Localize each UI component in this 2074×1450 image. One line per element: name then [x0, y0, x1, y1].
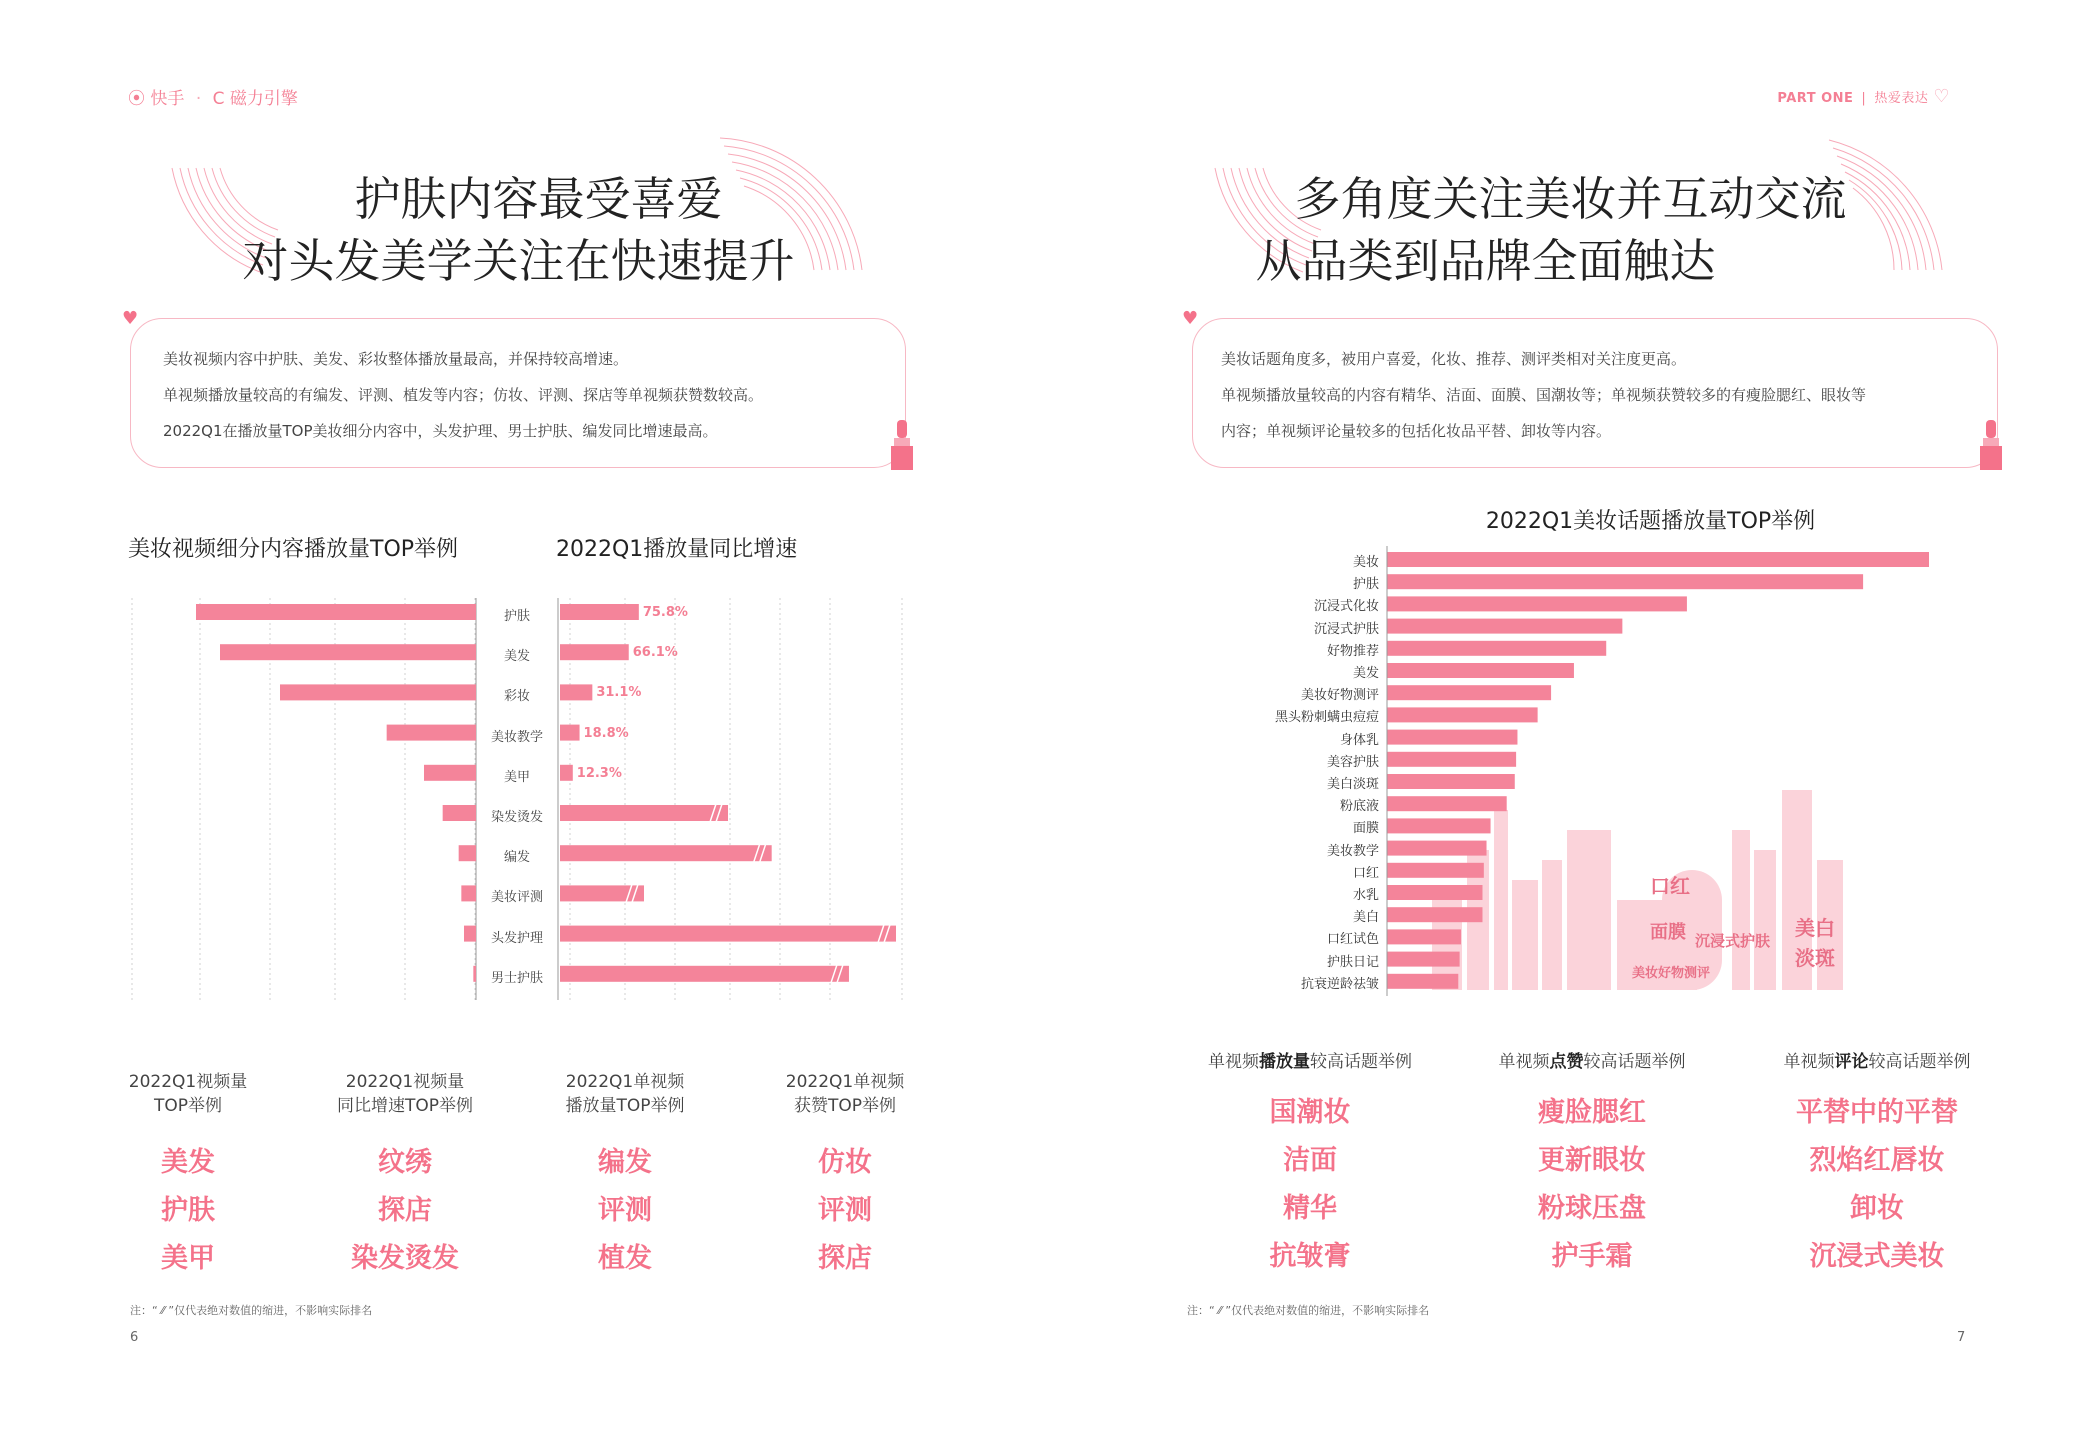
- column-header-pre: 单视频: [1208, 1052, 1259, 1072]
- topic-label: 护肤: [1352, 577, 1379, 593]
- topic-label: 口红: [1352, 865, 1379, 881]
- summary-line-2: 单视频播放量较高的有编发、评测、植发等内容；仿妆、评测、探店等单视频获赞数较高。: [163, 386, 764, 404]
- page-title: [0, 168, 1037, 292]
- keyword-item: 沉浸式美妆: [1809, 1241, 1945, 1272]
- category-label: 美妆教学: [490, 729, 543, 745]
- chart-right-title: 2022Q1播放量同比增速: [556, 537, 798, 562]
- column-header-line-1: 2022Q1单视频: [785, 1072, 905, 1092]
- footnote: 注：“ ⁄⁄ ”仅代表绝对数值的缩进，不影响实际排名: [1187, 1304, 1430, 1317]
- category-label: 护肤: [503, 609, 530, 624]
- column-header-line-1: 2022Q1视频量: [128, 1072, 248, 1092]
- bar-left-6: [459, 845, 476, 861]
- keyword-item: 编发: [598, 1147, 652, 1178]
- topic-label: 黑头粉刺螨虫痘痘: [1274, 710, 1379, 726]
- summary-box: [130, 318, 906, 468]
- bar-left-4: [424, 765, 476, 781]
- topic-label: 美容护肤: [1326, 754, 1379, 770]
- part-category: 热爱表达: [1874, 91, 1929, 106]
- summary-line-1: 美妆话题角度多，被用户喜爱，化妆、推荐、测评类相对关注度更高。: [1221, 350, 1687, 368]
- category-label: 美妆评测: [490, 890, 543, 906]
- keyword-item: 美甲: [161, 1243, 215, 1274]
- wordcloud-word: 面膜: [1650, 922, 1686, 943]
- topic-label: 粉底液: [1339, 799, 1379, 815]
- title-line-1: 护肤内容最受喜爱: [354, 172, 723, 226]
- brand-kuaishou: 快手: [150, 89, 185, 109]
- keyword-item: 探店: [378, 1195, 432, 1226]
- topic-bar-5: [1387, 663, 1574, 678]
- column-header-metric: 播放量: [1259, 1052, 1310, 1072]
- keyword-item: 国潮妆: [1269, 1097, 1351, 1128]
- wordcloud-word: 口红: [1650, 874, 1690, 898]
- topic-bar-0: [1387, 552, 1929, 567]
- wordcloud-word: 美白: [1795, 916, 1835, 940]
- column-header-line-1: 2022Q1单视频: [565, 1072, 685, 1092]
- keyword-item: 精华: [1283, 1193, 1337, 1224]
- topic-label: 口红试色: [1326, 932, 1379, 948]
- keyword-item: 抗皱膏: [1269, 1241, 1351, 1272]
- bar-left-7: [461, 885, 476, 901]
- growth-rate-label: 18.8%: [583, 725, 629, 741]
- category-label: 染发烫发: [490, 810, 543, 825]
- topic-bar-12: [1387, 818, 1491, 833]
- column-header-line-2: 获赞TOP举例: [793, 1096, 897, 1116]
- ciliyinqing-logo-icon: C: [212, 89, 225, 109]
- keyword-item: 更新眼妆: [1538, 1145, 1646, 1176]
- bar-right-1: [560, 644, 629, 660]
- footnote: 注：“ ⁄⁄ ”仅代表绝对数值的缩进，不影响实际排名: [130, 1304, 373, 1317]
- column-header: [1472, 1050, 1712, 1074]
- column-header-pre: 单视频: [1783, 1052, 1835, 1072]
- title-line-2: 对头发美学关注在快速提升: [242, 234, 795, 288]
- topic-bar-3: [1387, 619, 1622, 634]
- topic-bar-16: [1387, 907, 1482, 922]
- column-header-pre: 单视频: [1498, 1052, 1550, 1072]
- column-header-line-1: 2022Q1视频量: [345, 1072, 465, 1092]
- column-header-post: 较高话题举例: [1310, 1052, 1412, 1072]
- topic-bar-10: [1387, 774, 1515, 789]
- column-header: [1757, 1050, 1997, 1074]
- topic-bar-19: [1387, 974, 1458, 989]
- category-label: 编发: [503, 850, 530, 866]
- keyword-item: 纹绣: [378, 1147, 432, 1178]
- topic-label: 身体乳: [1339, 732, 1379, 748]
- growth-rate-label: 31.1%: [596, 685, 642, 701]
- lipstick-icon: [888, 420, 916, 472]
- topic-bar-13: [1387, 841, 1487, 856]
- column-header-post: 较高话题举例: [1868, 1052, 1971, 1072]
- summary-line-1: 美妆视频内容中护肤、美发、彩妆整体播放量最高，并保持较高增速。: [163, 350, 629, 368]
- column-header: [1190, 1050, 1430, 1074]
- right-page: [1037, 0, 2074, 1450]
- column-header-metric: 点赞: [1549, 1052, 1584, 1072]
- keyword-item: 探店: [818, 1243, 872, 1274]
- bar-right-0: [560, 604, 639, 620]
- keyword-item: 粉球压盘: [1538, 1193, 1646, 1224]
- bar-left-2: [280, 684, 476, 700]
- topic-bar-8: [1387, 730, 1517, 745]
- bar-right-8: [560, 926, 896, 942]
- logo-separator: ·: [195, 89, 202, 109]
- topic-label: 美妆教学: [1326, 843, 1379, 859]
- column-header-post: 较高话题举例: [1583, 1052, 1686, 1072]
- bar-right-2: [560, 684, 592, 700]
- title-line-1: 多角度关注美妆并互动交流: [1294, 172, 1847, 226]
- heart-icon: ♥: [1182, 308, 1199, 329]
- topic-bar-9: [1387, 752, 1516, 767]
- bar-left-5: [443, 805, 476, 821]
- bar-right-4: [560, 765, 573, 781]
- column-header-line-2: 播放量TOP举例: [565, 1096, 685, 1116]
- keyword-item: 烈焰红唇妆: [1809, 1145, 1945, 1176]
- column-header-line-2: 同比增速TOP举例: [336, 1096, 474, 1116]
- topic-label: 美发: [1352, 666, 1379, 681]
- topic-label: 美白: [1352, 910, 1379, 926]
- topic-bar-17: [1387, 929, 1461, 944]
- summary-line-3: 内容；单视频评论量较多的包括化妆品平替、卸妆等内容。: [1221, 422, 1612, 440]
- topic-label: 美白淡斑: [1326, 777, 1379, 792]
- category-label: 美发: [503, 649, 530, 665]
- category-label: 头发护理: [490, 930, 543, 946]
- page-number: 6: [130, 1330, 139, 1345]
- summary-line-2: 单视频播放量较高的内容有精华、洁面、面膜、国潮妆等；单视频获赞较多的有瘦脸腮红、眼妆等: [1221, 386, 1867, 404]
- keyword-item: 评测: [598, 1195, 652, 1226]
- growth-rate-label: 75.8%: [642, 605, 688, 620]
- bar-left-0: [196, 604, 476, 620]
- keyword-item: 美发: [161, 1147, 215, 1178]
- keyword-item: 仿妆: [818, 1147, 872, 1178]
- topic-bar-2: [1387, 596, 1687, 611]
- keyword-item: 护肤: [161, 1195, 215, 1226]
- topic-label: 护肤日记: [1326, 954, 1379, 970]
- bar-right-3: [560, 725, 580, 741]
- topic-bar-6: [1387, 685, 1551, 700]
- keyword-item: 护手霜: [1551, 1241, 1633, 1272]
- topic-bar-18: [1387, 952, 1460, 967]
- topic-label: 沉浸式化妆: [1313, 599, 1379, 615]
- heart-icon: ♥: [122, 308, 139, 329]
- page-title: [1037, 168, 2074, 292]
- heart-outline-icon: ♡: [1933, 86, 1950, 107]
- topic-label: 抗衰逆龄祛皱: [1300, 976, 1379, 992]
- category-label: 男士护肤: [490, 970, 543, 986]
- keyword-item: 染发烫发: [351, 1243, 459, 1274]
- topic-bar-15: [1387, 885, 1482, 900]
- section-tag: PART ONE | 热爱表达 ♡: [1777, 86, 1950, 107]
- chart-left-title: 美妆视频细分内容播放量TOP举例: [128, 537, 459, 562]
- growth-rate-label: 66.1%: [632, 645, 678, 661]
- bar-right-9: [560, 966, 849, 982]
- keyword-item: 洁面: [1283, 1145, 1337, 1176]
- bar-right-5: [560, 805, 728, 821]
- topic-label: 面膜: [1352, 821, 1379, 837]
- summary-box: [1192, 318, 1998, 468]
- growth-rate-label: 12.3%: [576, 765, 622, 781]
- topic-label: 水乳: [1352, 888, 1379, 903]
- category-label: 彩妆: [503, 689, 530, 705]
- category-label: 美甲: [503, 769, 530, 785]
- wordcloud-word: 沉浸式护肤: [1695, 932, 1771, 950]
- bar-left-3: [387, 725, 476, 741]
- bar-left-9: [473, 966, 476, 982]
- summary-line-3: 2022Q1在播放量TOP美妆细分内容中，头发护理、男士护肤、编发同比增速最高。: [163, 422, 718, 440]
- topic-label: 美妆好物测评: [1300, 688, 1379, 704]
- keyword-item: 评测: [818, 1195, 872, 1226]
- page-number: 7: [1957, 1330, 1966, 1345]
- kuaishou-logo-icon: ⦿: [128, 89, 145, 109]
- chart-title: 2022Q1美妆话题播放量TOP举例: [1485, 509, 1816, 534]
- topic-label: 美妆: [1352, 555, 1379, 570]
- bar-right-6: [560, 845, 772, 861]
- topic-bar-1: [1387, 574, 1863, 589]
- title-line-2: 从品类到品牌全面触达: [1255, 234, 1716, 288]
- part-label: PART ONE: [1777, 91, 1854, 106]
- keyword-item: 植发: [598, 1243, 652, 1274]
- brand-ciliyinqing: 磁力引擎: [229, 89, 298, 109]
- bar-left-8: [464, 926, 476, 942]
- topic-bar-7: [1387, 707, 1538, 722]
- keyword-item: 瘦脸腮红: [1538, 1097, 1646, 1128]
- bar-left-1: [220, 644, 476, 660]
- topic-label: 沉浸式护肤: [1313, 621, 1379, 637]
- topic-bar-4: [1387, 641, 1606, 656]
- topic-label: 好物推荐: [1326, 643, 1379, 659]
- column-header-line-2: TOP举例: [153, 1096, 223, 1116]
- column-header-metric: 评论: [1834, 1052, 1869, 1072]
- wordcloud-word: 美妆好物测评: [1632, 966, 1711, 981]
- lipstick-icon: [1977, 420, 2005, 472]
- topic-bar-11: [1387, 796, 1507, 811]
- wordcloud-word: 淡斑: [1795, 946, 1835, 970]
- topic-bar-14: [1387, 863, 1484, 878]
- keyword-item: 卸妆: [1850, 1193, 1904, 1224]
- keyword-item: 平替中的平替: [1796, 1097, 1958, 1128]
